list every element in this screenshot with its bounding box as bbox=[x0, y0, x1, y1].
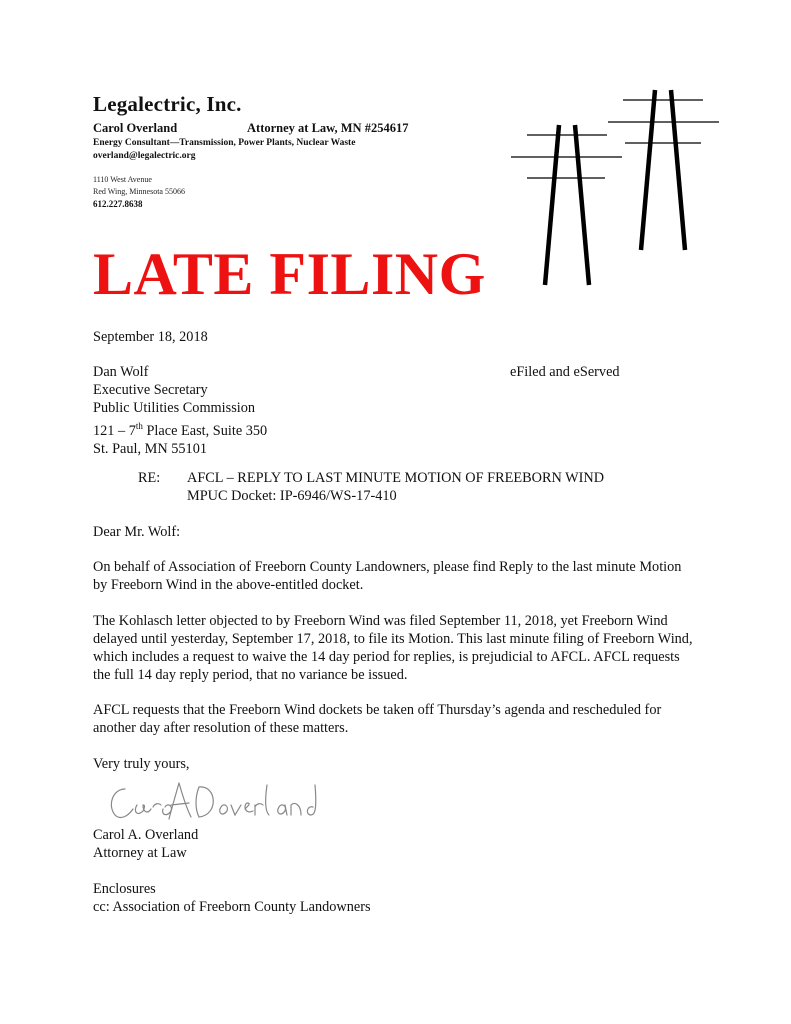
re-subject bbox=[187, 469, 604, 505]
email-link[interactable]: overland@legalectric.org bbox=[93, 151, 196, 161]
address-street: 1110 West Avenue bbox=[93, 175, 152, 184]
late-filing-banner: LATE FILING bbox=[93, 241, 486, 307]
signer-title: Attorney at Law bbox=[93, 845, 187, 861]
recipient-org: Public Utilities Commission bbox=[93, 400, 256, 416]
paragraph-1: On behalf of Association of Freeborn County Landowners, please find Reply to the last minute Motion by Freeborn Wind in the above-entitled docket. bbox=[93, 559, 682, 593]
street-number: 121 – 7 bbox=[93, 422, 136, 439]
street-name: Place East, Suite 350 bbox=[142, 422, 268, 439]
recipient-block bbox=[93, 363, 267, 458]
signer-block bbox=[93, 826, 198, 862]
letter-date: September 18, 2018 bbox=[93, 329, 208, 345]
re-line-1: AFCL – REPLY TO LAST MINUTE MOTION OF FREEBORN WIND bbox=[187, 470, 605, 486]
re-label: RE: bbox=[138, 470, 161, 486]
delivery-note: eFiled and eServed bbox=[510, 364, 620, 380]
recipient-city: St. Paul, MN 55101 bbox=[93, 440, 207, 457]
transmission-pylons-icon bbox=[505, 85, 725, 290]
recipient-title: Executive Secretary bbox=[93, 382, 208, 398]
attorney-license: Attorney at Law, MN #254617 bbox=[247, 121, 409, 135]
company-name: Legalectric, Inc. bbox=[93, 92, 242, 116]
signature bbox=[105, 775, 325, 825]
re-line-2: MPUC Docket: IP-6946/WS-17-410 bbox=[187, 488, 397, 504]
street-ordinal: th bbox=[135, 421, 143, 431]
closing: Very truly yours, bbox=[93, 756, 190, 772]
recipient-name: Dan Wolf bbox=[93, 364, 149, 380]
signer-name: Carol A. Overland bbox=[93, 827, 199, 843]
recipient-street bbox=[93, 417, 267, 440]
phone-number: 612.227.8638 bbox=[93, 199, 143, 209]
paragraph-3: AFCL requests that the Freeborn Wind dockets be taken off Thursday’s agenda and rescheduled for another day after resolution of these matters. bbox=[93, 702, 662, 736]
consultant-line: Energy Consultant—Transmission, Power Plants, Nuclear Waste bbox=[93, 138, 356, 148]
cc-line: cc: Association of Freeborn County Landowners bbox=[93, 899, 371, 915]
signature-text: Carol A Overland bbox=[105, 823, 113, 824]
paragraph-2: The Kohlasch letter objected to by Freeborn Wind was filed September 11, 2018, yet Freeborn Wind delayed until yesterday, September 17, 2018, to file its Motion. This last minute filing of Freeborn Wind, which includes a request to waive the 14 day period for replies, is prejudicial to AFCL. AFCL requests the full 14 day reply period, that no variance be issued. bbox=[93, 613, 693, 683]
salutation: Dear Mr. Wolf: bbox=[93, 524, 181, 540]
address-city: Red Wing, Minnesota 55066 bbox=[93, 187, 185, 196]
attorney-name: Carol Overland bbox=[93, 121, 178, 135]
enclosures: Enclosures bbox=[93, 881, 156, 897]
